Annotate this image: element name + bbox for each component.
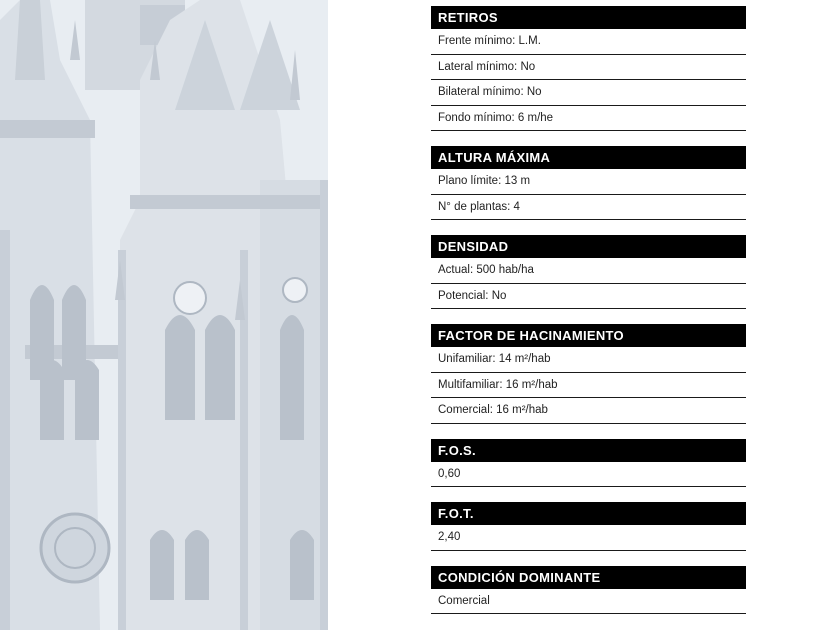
data-row: Plano límite: 13 m <box>431 169 746 195</box>
data-row: Multifamiliar: 16 m²/hab <box>431 373 746 399</box>
section-spacer <box>431 220 746 235</box>
section-retiros <box>431 6 746 131</box>
section-header: ALTURA MÁXIMA <box>431 146 746 169</box>
section-header: CONDICIÓN DOMINANTE <box>431 566 746 589</box>
section-spacer <box>431 551 746 566</box>
zoning-data-sheet <box>431 6 746 614</box>
data-row: N° de plantas: 4 <box>431 195 746 221</box>
cathedral-illustration-icon <box>0 0 328 630</box>
data-row: Comercial: 16 m²/hab <box>431 398 746 424</box>
section-factor-hacinamiento <box>431 324 746 424</box>
section-header: DENSIDAD <box>431 235 746 258</box>
section-fot <box>431 502 746 551</box>
cathedral-photo <box>0 0 328 630</box>
section-spacer <box>431 131 746 146</box>
data-row: Comercial <box>431 589 746 615</box>
section-spacer <box>431 424 746 439</box>
data-row: Lateral mínimo: No <box>431 55 746 81</box>
data-row: 2,40 <box>431 525 746 551</box>
section-fos <box>431 439 746 488</box>
section-header: F.O.S. <box>431 439 746 462</box>
data-row: 0,60 <box>431 462 746 488</box>
data-row: Unifamiliar: 14 m²/hab <box>431 347 746 373</box>
section-densidad <box>431 235 746 309</box>
section-header: F.O.T. <box>431 502 746 525</box>
data-row: Potencial: No <box>431 284 746 310</box>
section-spacer <box>431 309 746 324</box>
section-condicion-dominante <box>431 566 746 615</box>
section-spacer <box>431 487 746 502</box>
section-header: FACTOR DE HACINAMIENTO <box>431 324 746 347</box>
data-row: Actual: 500 hab/ha <box>431 258 746 284</box>
section-header: RETIROS <box>431 6 746 29</box>
data-row: Bilateral mínimo: No <box>431 80 746 106</box>
section-altura-maxima <box>431 146 746 220</box>
data-row: Fondo mínimo: 6 m/he <box>431 106 746 132</box>
data-row: Frente mínimo: L.M. <box>431 29 746 55</box>
